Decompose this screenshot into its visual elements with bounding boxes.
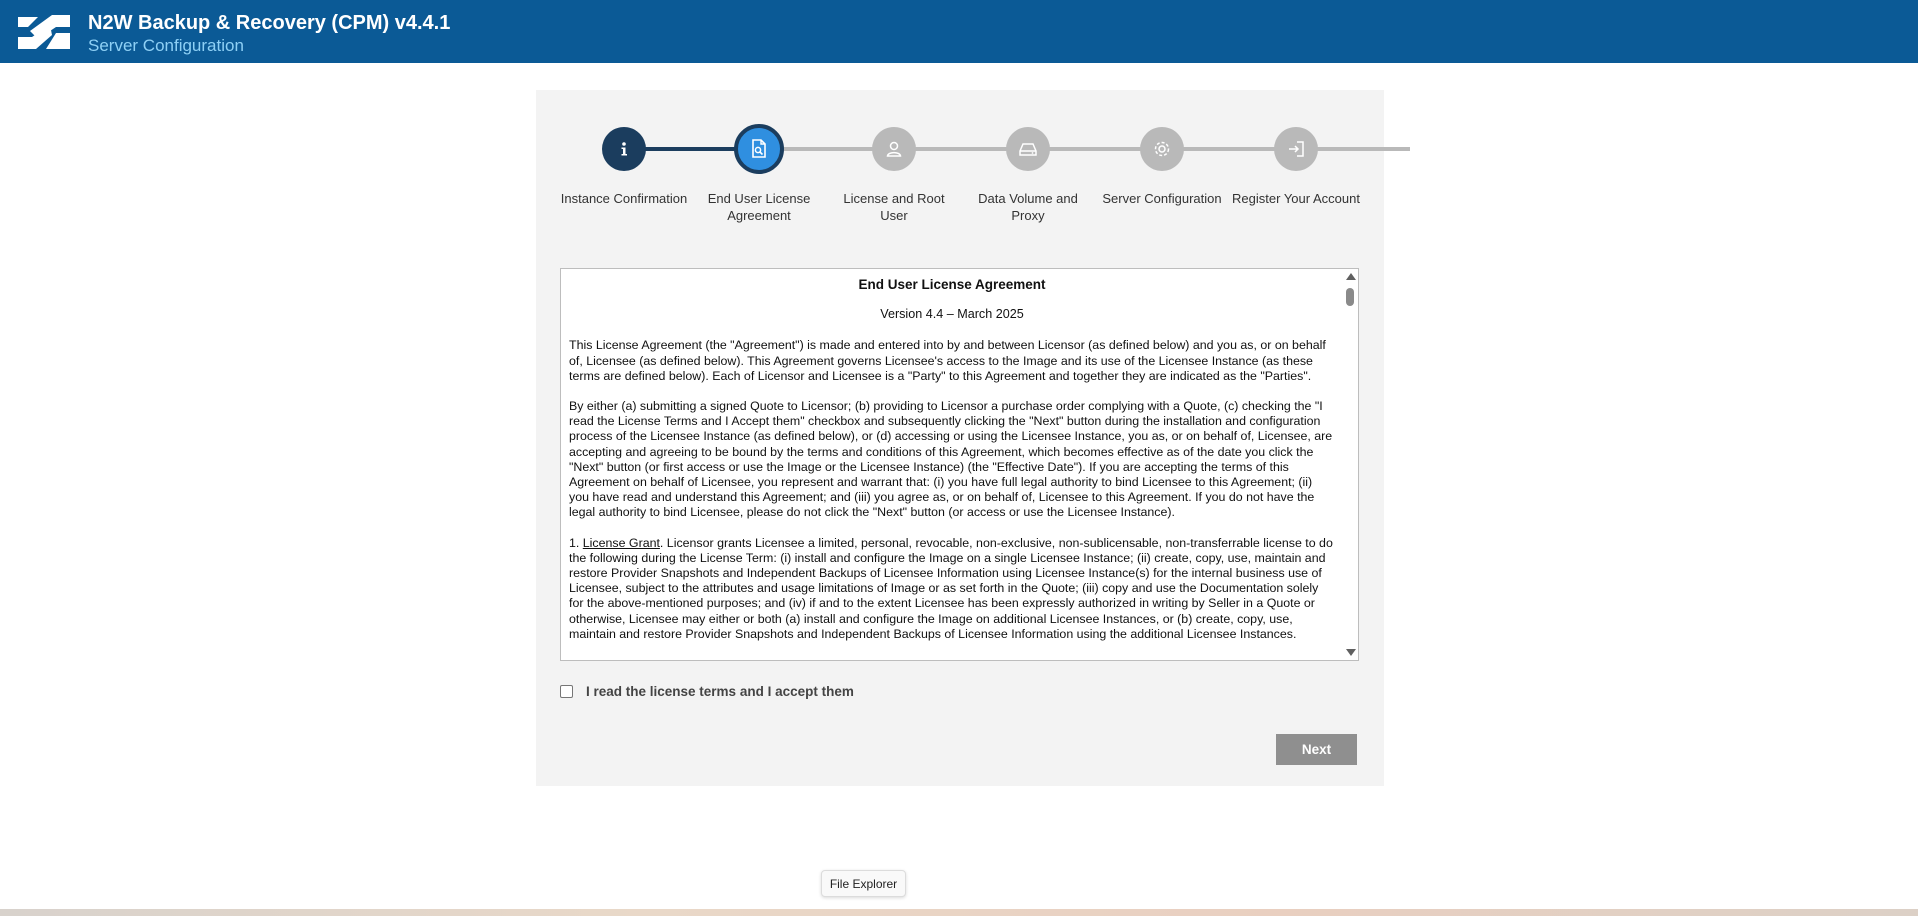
scroll-down-arrow-icon[interactable] <box>1346 649 1356 656</box>
next-button[interactable]: Next <box>1276 734 1357 765</box>
step-data-volume-and-proxy <box>1006 127 1050 171</box>
app-title: N2W Backup & Recovery (CPM) v4.4.1 <box>88 12 451 34</box>
info-icon <box>613 138 635 160</box>
eula-title: End User License Agreement <box>858 277 1046 292</box>
step-instance-confirmation <box>602 127 646 171</box>
drive-icon <box>1017 138 1039 160</box>
file-explorer-tooltip: File Explorer <box>821 870 906 897</box>
accept-terms-checkbox[interactable] <box>560 685 573 698</box>
section-number: 1. <box>569 535 583 550</box>
step-register-your-account <box>1274 127 1318 171</box>
step-label-server-configuration: Server Configuration <box>1102 191 1222 206</box>
top-header <box>0 0 1918 63</box>
scroll-thumb[interactable] <box>1346 288 1354 306</box>
eula-paragraph: By either (a) submitting a signed Quote to Licensor; (b) providing to Licensor a purchase order complying with a Quote, (c) checking the "I read the License Terms and I Accept them" checkbox and subsequently clicking the "Next" button during the installation and configuration process of the Licensee Instance (as defined below), or (d) accessing or using the Licensee Instance, you as, or on behalf of, Licensee, are accepting and agreeing to be bound by the terms and conditions of this Agreement, which becomes effective as of the date you click the "Next" button (or first access or use the Image or the Licensee Instance) (the "Effective Date"). If you are accepting the terms of this Agreement on behalf of Licensee, you represent and warrant that: (i) you have full legal authority to bind Licensee to this Agreement; (ii) you have read and understand this Agreement; and (iii) you agree as, or on behalf of, Licensee to this Agreement. If you do not have the legal authority to bind Licensee, please do not click the "Next" button (or access or use the Licensee Instance). <box>569 399 1333 520</box>
user-icon <box>883 138 905 160</box>
step-label-end-user-license-agreement: End User License Agreement <box>707 191 811 223</box>
step-label-license-and-root-user: License and Root User <box>843 191 945 223</box>
accept-terms-label[interactable]: I read the license terms and I accept them <box>586 684 854 699</box>
step-license-and-root-user <box>872 127 916 171</box>
page-subtitle: Server Configuration <box>88 36 244 55</box>
eula-scrollbar[interactable] <box>1343 269 1358 660</box>
eula-content <box>569 269 1335 660</box>
eula-text-box[interactable] <box>560 268 1359 661</box>
accept-terms-row <box>560 684 854 699</box>
license-grant-term: License Grant <box>582 535 660 550</box>
step-end-user-license-agreement <box>734 124 784 174</box>
gear-icon <box>1151 138 1173 160</box>
n2w-logo-icon <box>16 13 72 51</box>
step-label-register-your-account: Register Your Account <box>1232 191 1360 206</box>
sign-in-icon <box>1285 138 1307 160</box>
eula-version: Version 4.4 – March 2025 <box>880 307 1024 322</box>
step-connector-3 <box>1004 147 1410 151</box>
section-text: . Licensor grants Licensee a limited, personal, revocable, non-exclusive, non-sublicensable, non-transferrable license to do the following during the License Term: (i) install and configure the Image on a single Licensee Instance; (ii) create, copy, use, maintain and restore Provider Snapshots and Independent Backups of Licensee Information using Licensee Instance(s) for the internal business use of Licensee, subject to the attributes and usage limitations of Image or as set forth in the Quote; (iii) copy and use the Documentation solely for the above-mentioned purposes; and (iv) if and to the extent Licensee has been expressly authorized in writing by Seller in a Quote or otherwise, Licensee may either or both (a) install and configure the Image on additional Licensee Instances, or (b) create, copy, use, maintain and restore Provider Snapshots and Independent Backups of Licensee Information using the additional Licensee Instances. <box>569 535 1333 641</box>
document-search-icon <box>748 138 770 160</box>
step-server-configuration <box>1140 127 1184 171</box>
eula-paragraph <box>569 536 1335 642</box>
taskbar-edge <box>0 909 1918 916</box>
step-label-instance-confirmation: Instance Confirmation <box>560 191 688 206</box>
eula-paragraph: This License Agreement (the "Agreement") is made and entered into by and between Licensor (as defined below) and you as, or on behalf of, Licensee (as defined below). This Agreement governs Licensee's access to the Image and its use of the Licensee Instance (as these terms are defined below). Each of Licensor and Licensee is a "Party" to this Agreement and together they are indicated as the "Parties". <box>569 338 1326 383</box>
setup-wizard-card <box>536 90 1384 786</box>
step-label-data-volume-and-proxy: Data Volume and Proxy <box>978 191 1078 223</box>
scroll-up-arrow-icon[interactable] <box>1346 273 1356 280</box>
